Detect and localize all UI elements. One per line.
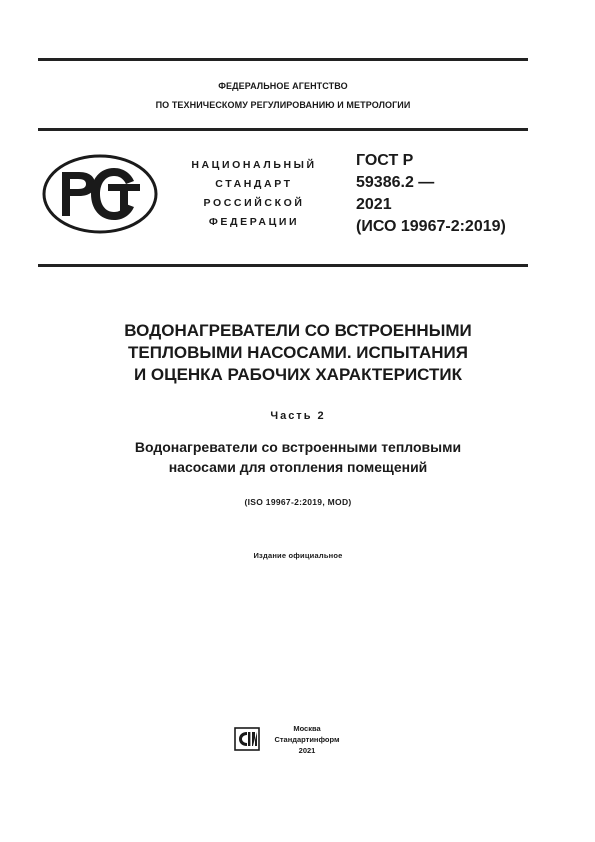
standard-type-line: РОССИЙСКОЙ bbox=[203, 197, 305, 209]
bottom-rule bbox=[38, 264, 528, 267]
agency-name-line1: ФЕДЕРАЛЬНОЕ АГЕНТСТВО bbox=[218, 81, 348, 91]
standard-type-line: ФЕДЕРАЦИИ bbox=[208, 216, 300, 228]
publisher-info bbox=[262, 723, 352, 756]
publisher-name: Стандартинформ bbox=[274, 735, 340, 744]
title-line: И ОЦЕНКА РАБОЧИХ ХАРАКТЕРИСТИК bbox=[133, 365, 462, 384]
rst-logo-icon bbox=[42, 154, 158, 234]
agency-name-line2: ПО ТЕХНИЧЕСКОМУ РЕГУЛИРОВАНИЮ И МЕТРОЛОГИИ bbox=[155, 100, 411, 110]
standartinform-logo-icon bbox=[234, 727, 260, 751]
subtitle-line: насосами для отопления помещений bbox=[168, 459, 428, 475]
top-rule bbox=[38, 58, 528, 61]
iso-reference: (ISO 19967-2:2019, MOD) bbox=[244, 497, 352, 507]
designation-line: (ИСО 19967-2:2019) bbox=[356, 218, 506, 235]
standard-type-line: НАЦИОНАЛЬНЫЙ bbox=[191, 159, 317, 171]
designation-line: 2021 bbox=[356, 196, 392, 213]
standard-designation bbox=[356, 150, 506, 238]
designation-line: ГОСТ Р bbox=[356, 152, 414, 169]
subtitle-line: Водонагреватели со встроенными тепловыми bbox=[134, 439, 462, 455]
document-subtitle bbox=[38, 437, 558, 477]
edition-note: Издание официальное bbox=[253, 551, 343, 560]
part-number: Часть 2 bbox=[270, 410, 326, 422]
document-title bbox=[38, 320, 558, 386]
designation-line: 59386.2 — bbox=[356, 174, 435, 191]
title-line: ВОДОНАГРЕВАТЕЛИ СО ВСТРОЕННЫМИ bbox=[124, 321, 472, 340]
standard-type-line: СТАНДАРТ bbox=[215, 178, 293, 190]
middle-rule bbox=[38, 128, 528, 131]
national-standard-label bbox=[170, 156, 338, 232]
publisher-city: Москва bbox=[293, 724, 321, 733]
title-line: ТЕПЛОВЫМИ НАСОСАМИ. ИСПЫТАНИЯ bbox=[128, 343, 468, 362]
publisher-year: 2021 bbox=[298, 746, 316, 755]
